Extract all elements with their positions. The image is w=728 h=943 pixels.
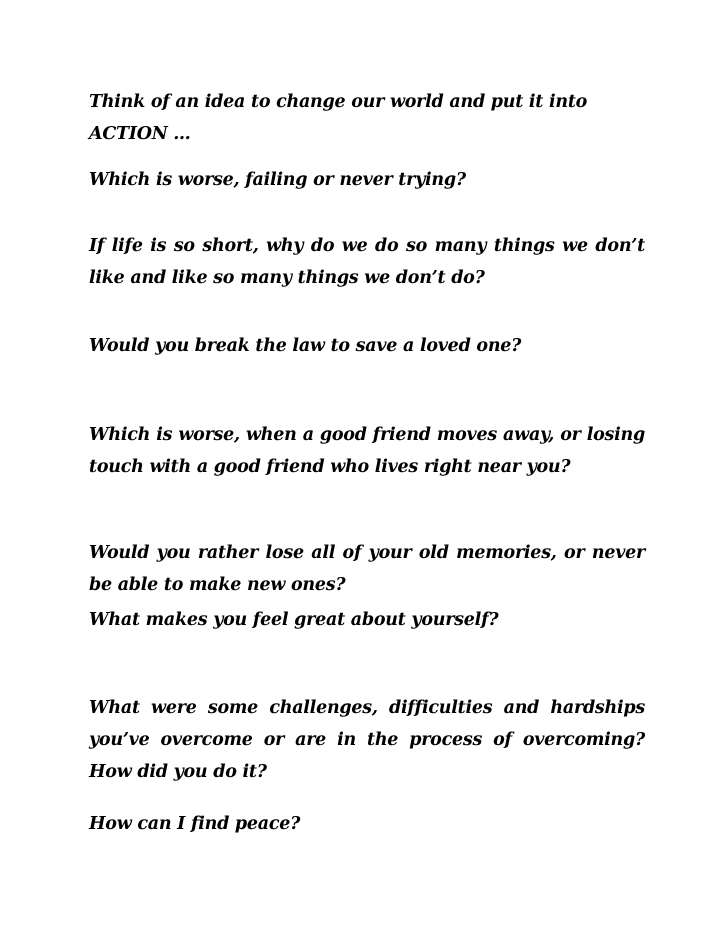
question-friend-moves-away: Which is worse, when a good friend moves away, or losing touch with a good friend who lives right near you?	[89, 425, 645, 477]
question-challenges-overcome: What were some challenges, difficulties and hardships you’ve overcome or are in the process of overcoming? How did you do it?	[89, 698, 645, 782]
question-failing-or-never-trying: Which is worse, failing or never trying?	[89, 170, 466, 190]
question-feel-great: What makes you feel great about yourself?	[89, 610, 499, 630]
question-lose-memories: Would you rather lose all of your old memories, or never be able to make new ones?	[89, 543, 645, 595]
question-find-peace: How can I find peace?	[89, 814, 301, 834]
question-action-idea: Think of an idea to change our world and put it into ACTION …	[89, 92, 588, 144]
question-break-the-law: Would you break the law to save a loved one?	[89, 336, 522, 356]
question-life-is-short: If life is so short, why do we do so many things we don’t like and like so many things we don’t do?	[89, 236, 645, 288]
